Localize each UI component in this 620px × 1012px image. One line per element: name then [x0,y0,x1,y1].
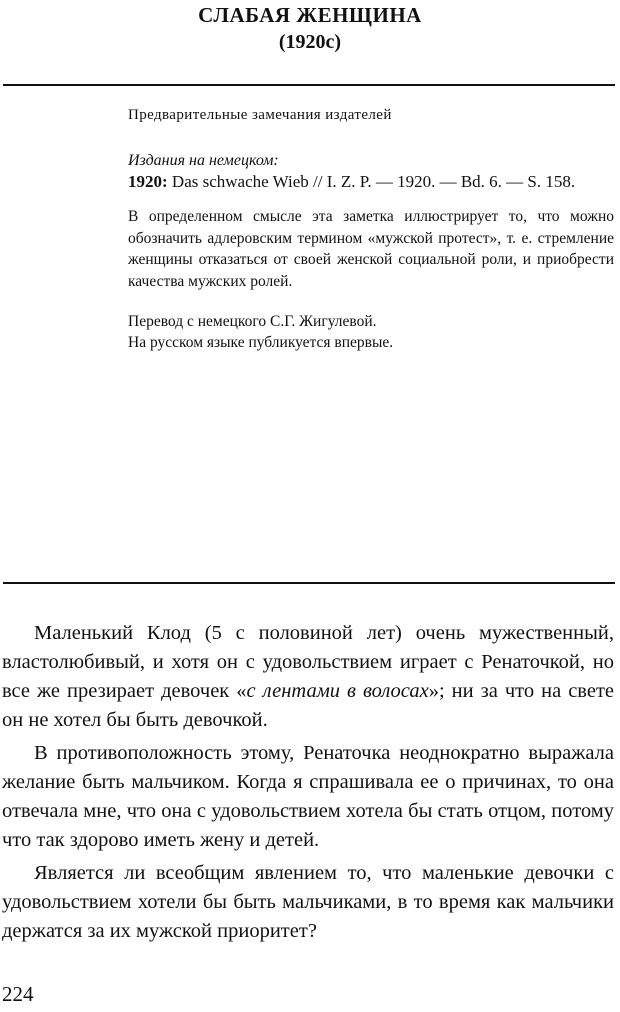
body-paragraph-2: В противоположность этому, Ренаточка неоднократно выражала желание быть мальчиком. Когда я спрашивала ее о причинах, то она отвечала мне, что она с удовольствием хотела бы стать отцом, потому что так здорово иметь жену и детей. [2,742,614,851]
quote-open: « [236,680,247,702]
translation-credit: Перевод с немецкого С.Г. Жигулевой. [128,313,377,330]
body-paragraph-1 [2,619,614,735]
italic-phrase: с лентами в волосах [246,680,429,702]
notes-heading: Предварительные замечания издателей [128,107,392,123]
page-number: 224 [2,982,34,1006]
paragraph-1-start: Маленький Клод (5 с половиной лет) очень мужественный, властолюбивый, и хотя он с удовольствием играет с Ренаточкой, но все же презирает девочек [2,622,614,702]
edition-text: Das schwache Wieb // I. Z. P. — 1920. — Bd. 6. — S. 158. [171,172,576,191]
translation-info [128,312,614,353]
edition-entry [128,171,614,192]
main-text [2,619,614,950]
publication-note: На русском языке публикуется впервые. [128,333,394,351]
bottom-divider [3,582,615,584]
chapter-year: (1920с) [278,31,342,53]
chapter-title: СЛАБАЯ ЖЕНЩИНА [198,3,422,27]
top-divider [3,84,615,86]
body-paragraph-3: Является ли всеобщим явлением то, что маленькие девочки с удовольствием хотели бы быть мальчиками, в то время как мальчики держатся за их мужской приоритет? [2,862,614,942]
publisher-notes [128,105,614,353]
chapter-header [0,2,620,55]
editions-label: Издания на немецком: [128,152,279,169]
notes-paragraph: В определенном смысле эта заметка иллюстрирует то, что можно обозначить адлеровским термином «мужской протест», т. е. стремление женщины отказаться от своей женской социальной роли, и приобрести качества мужских ролей. [128,208,614,290]
paragraph-1-end: »; ни за что на свете он не хотел бы быть девочкой. [2,680,615,731]
edition-year: 1920: [128,172,168,191]
